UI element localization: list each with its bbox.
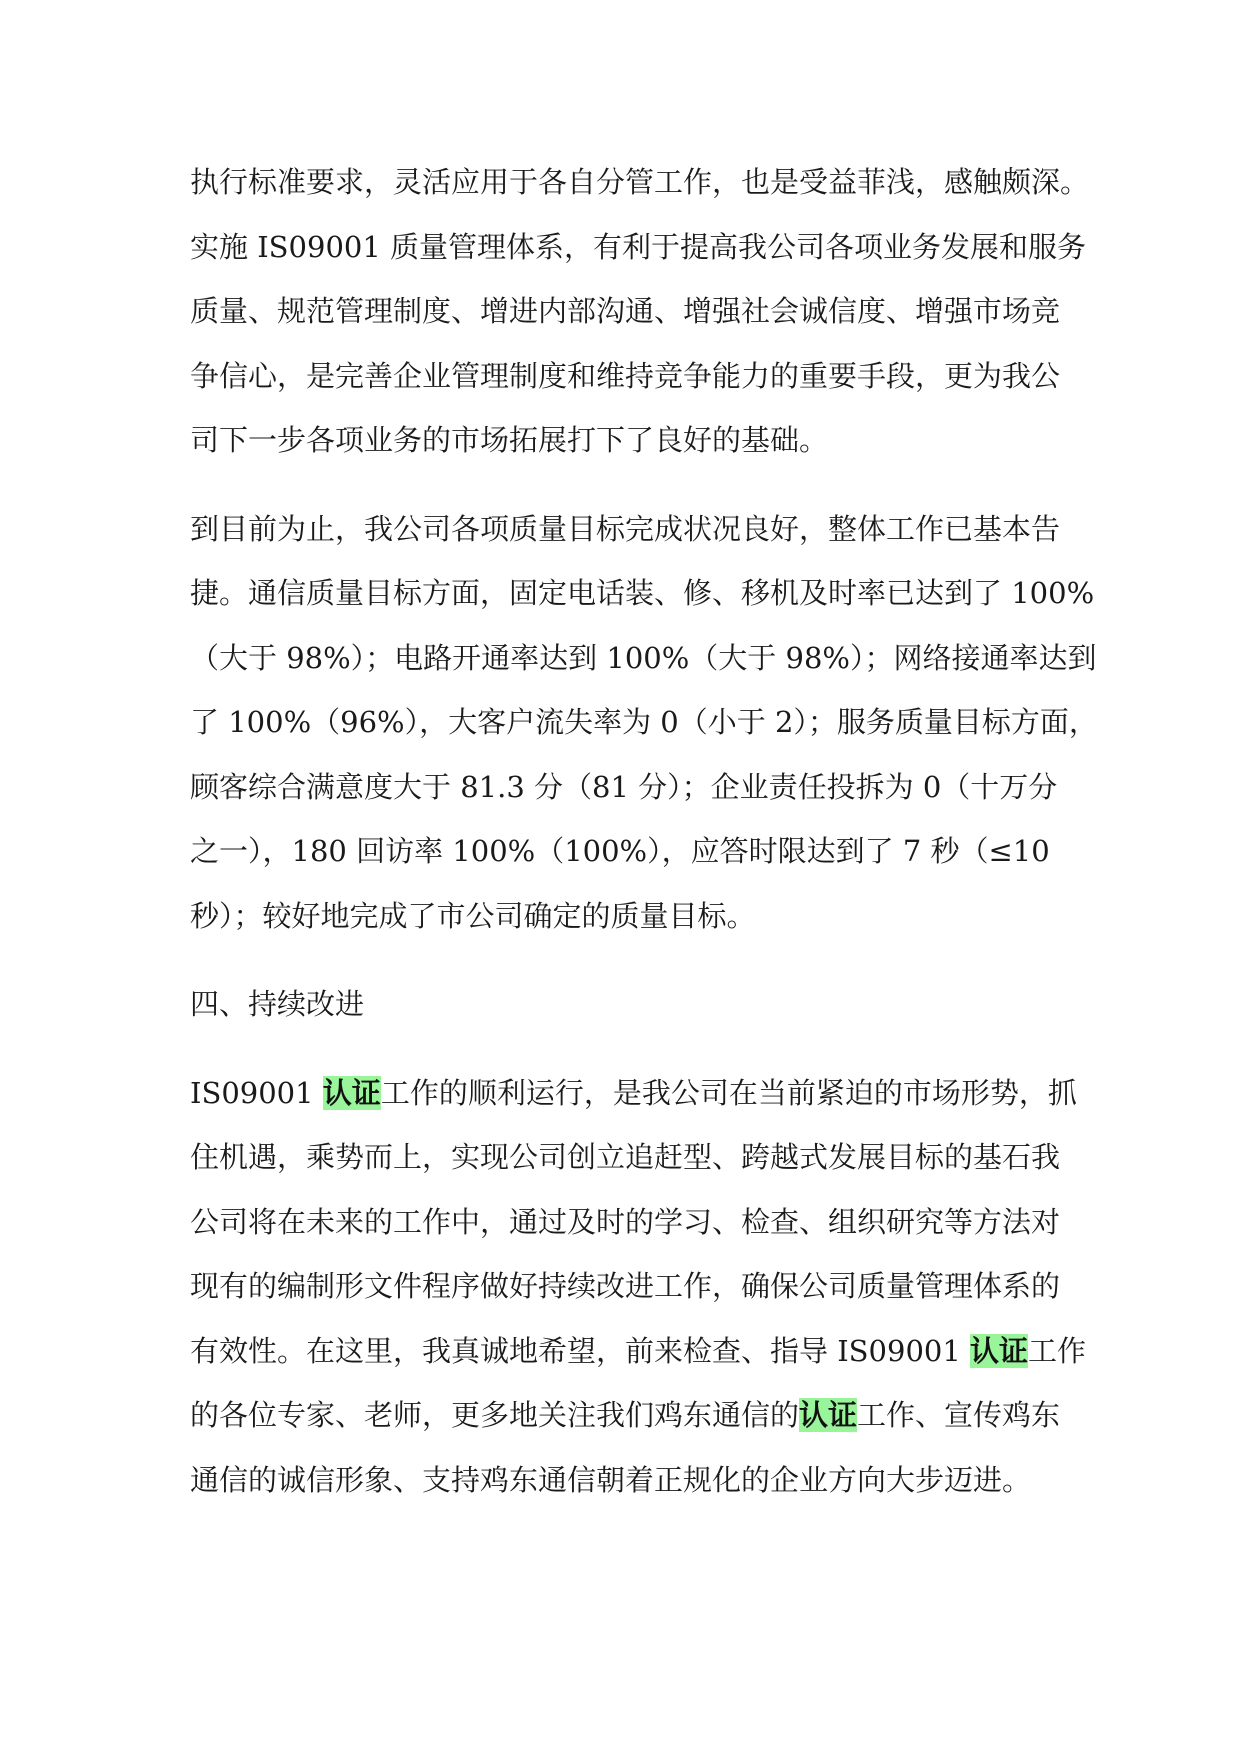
text-line: 现有的编制形文件程序做好持续改进工作，确保公司质量管理体系的 [190, 1269, 1061, 1303]
text-segment: 工作 [1028, 1333, 1087, 1368]
text-line: 争信心，是完善企业管理制度和维持竞争能力的重要手段，更为我公 [190, 358, 1061, 393]
text-line: 了 100%（96%），大客户流失率为 0（小于 2）；服务质量目标方面， [190, 705, 1098, 739]
text-line [190, 1383, 1060, 1448]
text-line: 司下一步各项业务的市场拓展打下了良好的基础。 [190, 423, 829, 457]
text-segment: 的各位专家、老师，更多地关注我们鸡东通信的 [190, 1398, 800, 1432]
search-highlight: 认证 [970, 1333, 1029, 1368]
text-line: 之一），180 回访率 100%（100%），应答时限达到了 7 秒（≤10 [190, 834, 1050, 868]
text-segment: 有效性。在这里，我真诚地希望，前来检查、指导 IS09001 [190, 1333, 971, 1368]
text-line [190, 1061, 1077, 1126]
paragraph-quality-targets [190, 497, 1098, 949]
search-highlight: 认证 [322, 1075, 381, 1110]
search-highlight: 认证 [799, 1398, 858, 1432]
text-line: 顾客综合满意度大于 81.3 分（81 分）；企业责任投拆为 0（十万分 [190, 769, 1058, 804]
paragraph-continuous-improvement [190, 1061, 1087, 1513]
text-line: 执行标准要求，灵活应用于各自分管工作，也是受益菲浅，感触颇深。 [190, 165, 1090, 199]
text-segment: IS09001 [190, 1075, 323, 1110]
text-line: 捷。通信质量目标方面，固定电话装、修、移机及时率已达到了 100% [190, 576, 1095, 610]
text-line [190, 1319, 1087, 1384]
text-line: 秒）；较好地完成了市公司确定的质量目标。 [190, 898, 756, 933]
text-line: 住机遇，乘势而上，实现公司创立追赶型、跨越式发展目标的基石我 [190, 1140, 1061, 1174]
text-line: 公司将在未来的工作中，通过及时的学习、检查、组织研究等方法对 [190, 1204, 1061, 1239]
text-line: 到目前为止，我公司各项质量目标完成状况良好，整体工作已基本告 [190, 511, 1061, 546]
section-heading-continuous-improvement: 四、持续改进 [190, 987, 365, 1021]
document-body [190, 150, 1098, 1512]
text-line: 实施 IS09001 质量管理体系，有利于提高我公司各项业务发展和服务 [190, 229, 1087, 264]
text-line: （大于 98%）；电路开通率达到 100%（大于 98%）；网络接通率达到 [190, 640, 1097, 675]
text-segment: 工作的顺利运行，是我公司在当前紧迫的市场形势，抓 [380, 1075, 1077, 1110]
paragraph-benefits [190, 150, 1090, 473]
text-segment: 工作、宣传鸡东 [857, 1398, 1061, 1432]
text-line: 质量、规范管理制度、增进内部沟通、增强社会诚信度、增强市场竞 [190, 294, 1061, 328]
text-line: 通信的诚信形象、支持鸡东通信朝着正规化的企业方向大步迈进。 [190, 1462, 1032, 1497]
